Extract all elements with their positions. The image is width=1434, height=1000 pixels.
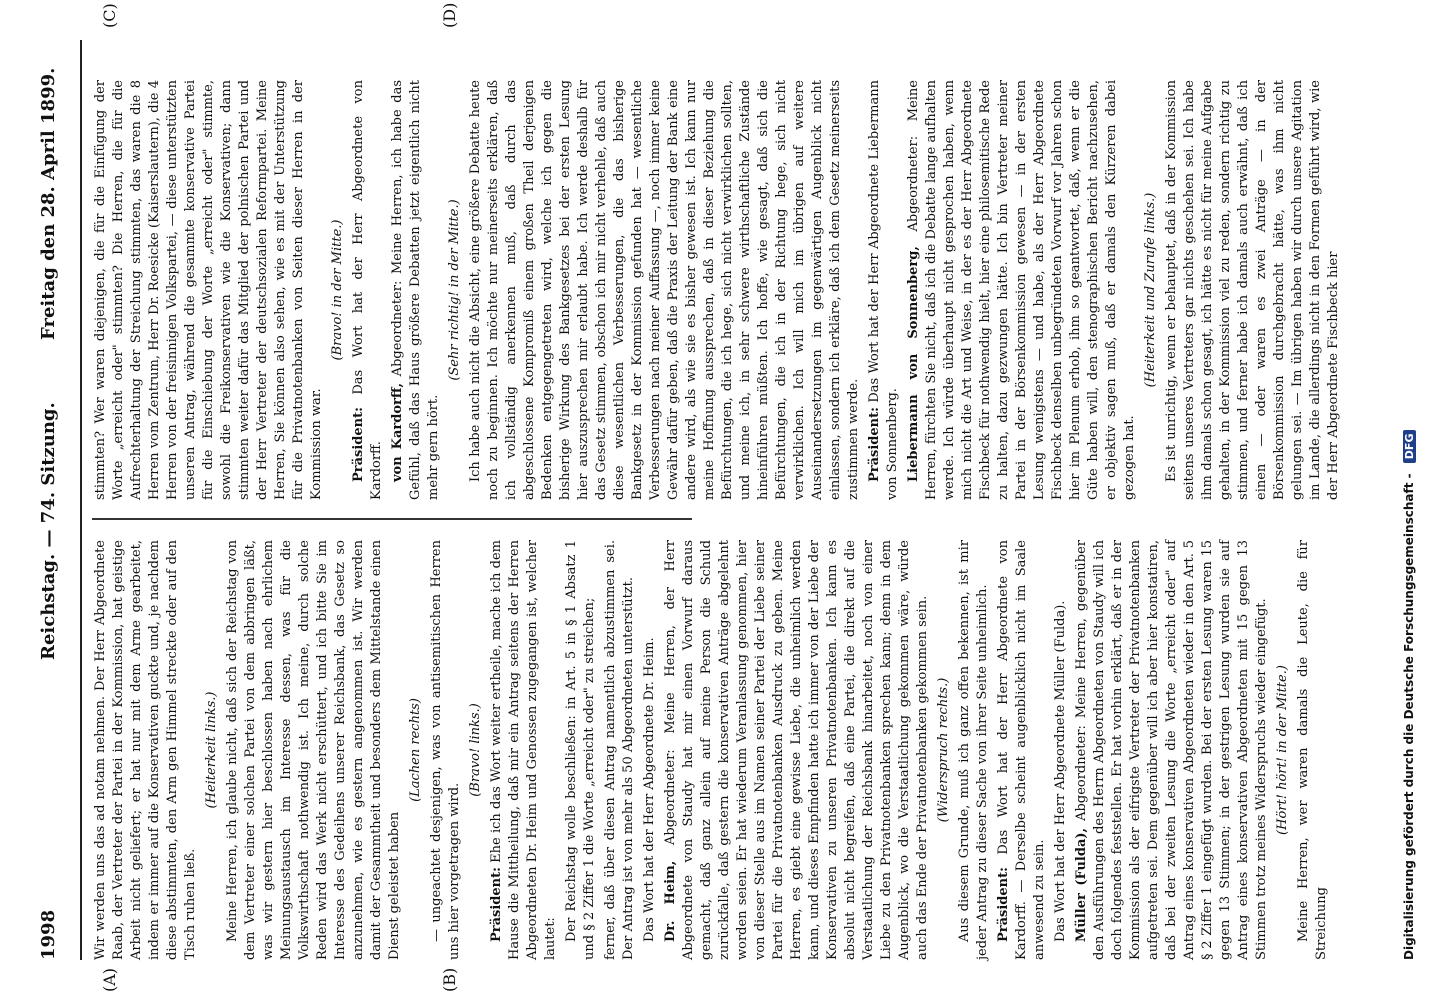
speech-text: Ehe ich das Wort weiter ertheile, mache ich dem Hause die Mittheilung, daß mir ein Antrag seitens der Herren Abgeordneten Dr. Heim und Genossen zugegangen ist, welcher lautet: — [489, 540, 558, 960]
paragraph: ferner, daß über diesen Antrag namentlich abzustimmen sei. Der Antrag ist von mehr als 50 Abgeordneten unterstützt. — [603, 540, 636, 960]
running-head-right: Freitag den 28. April 1899. — [38, 67, 59, 340]
speaker-label: von Kardorff, — [390, 382, 405, 482]
paragraph: Es ist unrichtig, wenn er behauptet, daß in der Kommission seitens unseres Vertreters gar nichts geschehen sei. Ich habe ihm damals schon gesagt, ich hätte es nicht für meine Aufgabe gehalten, in der Kommission viel zu reden, sondern richtig zu stimmen, und ferner habe ich damals auch erwähnt, daß ich einen — oder waren es zwei Anträge — in der Börsenkommission durchgebracht hätte, was ihm nicht gelungen sei. — Im übrigen haben wir durch unsere Agitation im Lande, die allerdings nicht in den Formen geführt wird, wie der Herr Abgeordnete Fischbeck hier — [1164, 80, 1341, 500]
paragraph — [350, 80, 386, 500]
interjection: (Bravo! in der Mitte.) — [330, 219, 345, 361]
speech-text: Abgeordneter: Meine Herren, gegenüber den Ausführungen des Herrn Abgeordneten von Staudy will ich doch folgendes feststellen. Er hat vorhin erklärt, daß er in der Kommission als der eifrigste Vertreter der Privatnotenbanken aufgetreten sei. Dem gegenüber will ich aber hier konstatiren, daß bei der zweiten Lesung die Worte „erreicht oder" auf Antrag eines konservativen Abgeordneten wieder in den Art. 5 § 2 Ziffer 1 eingefügt wurden. Bei der ersten Lesung waren 15 gegen 13 Stimmen; in der gestrigen Lesung wurden sie auf Antrag eines konservativen Abgeordneten mit 15 gegen 13 Stimmen trotz meines Widerspruchs wieder eingefügt. — [1074, 540, 1269, 960]
running-head-left: Reichstag. — 74. Sitzung. — [38, 402, 59, 660]
margin-letter-c: (C) — [100, 3, 119, 28]
paragraph — [389, 80, 443, 500]
speaker-label: Präsident: — [867, 407, 882, 482]
paragraph: Wir werden uns das ad notam nehmen. Der Herr Abgeordnete Raab, der Vertreter der Partei in der Kommission, hat geistige Arbeit nicht geliefert; er hat nur mit dem Arme gearbeitet, indem er immer auf die Konservativen guckte und, je nachdem diese abstimmten, den Arm gen Himmel streckte oder auf den Tisch ruhen ließ. — [93, 540, 198, 960]
left-column — [92, 540, 1329, 960]
paragraph — [866, 80, 902, 500]
page-header — [30, 40, 70, 960]
page-number: 1998 — [38, 909, 59, 960]
interjection: (Heiterkeit und Zurufe links.) — [1143, 192, 1158, 388]
paragraph — [995, 540, 1049, 960]
speaker-label: Müller (Fulda), — [1074, 827, 1089, 942]
paragraph: Das Wort hat der Herr Abgeordnete Müller (Fulda). — [1053, 600, 1068, 942]
paragraph — [488, 540, 560, 960]
credit-text: Digitalisierung gefördert durch die Deutsche Forschungsgemeinschaft - — [1402, 473, 1416, 960]
speech-text: Das Wort hat der Herr Abgeordnete von Kardorff. — [351, 80, 384, 500]
paragraph — [1073, 540, 1271, 960]
speech-text: Abgeordneter: Meine Herren, fürchten Sie nicht, daß ich die Debatte lange aufhalten werde. Ich würde überhaupt nicht gesprochen haben, wenn mich nicht die Art und Weise, in der es der Herr Abgeordnete Fischbeck für nothwendig hielt, hier eine philosemitische Rede zu halten, dazu gezwungen hätte. Ich bin Vertreter meiner Partei in der Börsenkommission gewesen — in der ersten Lesung wenigstens — und habe, als der Herr Abgeordnete Fischbeck denselben unbegründeten Vorwurf vor Jahren schon hier im Plenum erhob, ihm so geantwortet, daß, wenn er die Güte haben will, den stenographischen Bericht nachzusehen, er objektiv sagen muß, daß er damals den Kürzeren dabei gezogen hat. — [906, 80, 1137, 500]
speech-text: Das Wort hat der Herr Abgeordnete von Kardorff. — Derselbe scheint augenblicklich nicht im Saale anwesend zu sein. — [996, 540, 1047, 960]
margin-letter-a: (A) — [100, 967, 119, 992]
paragraph: Das Wort hat der Herr Abgeordnete Dr. Heim. — [642, 637, 657, 942]
speech-text: Abgeordneter: Meine Herren, der Herr Abgeordnete von Staudy hat mir einen Vorwurf daraus gemacht, daß ganz allein auf meine Person die Schuld zurückfalle, daß gestern die konservativen Anträge abgelehnt worden seien. Er hat wiederum Veranlassung genommen, hier von dieser Stelle aus im Namen seiner Partei der Liebe seiner Partei für die Privatnotenbanken Ausdruck zu geben. Meine Herren, es giebt eine gewisse Liebe, die unheimlich werden kann, und dieses Empfinden hatte ich immer von der Liebe der Konservativen zu unseren Privatnotenbanken. Ich kann es absolut nicht begreifen, daß eine Partei, die direkt auf die Verstaatlichung der Reichsbank hinarbeitet, noch von einer Liebe zu den Privatnotenbanken sprechen kann; denn in dem Augenblick, wo die Verstaatlichung gekommen wäre, würde auch das Ende der Privatnotenbanken gekommen sein. — [663, 540, 930, 960]
interjection: (Heiterkeit links.) — [204, 691, 219, 809]
paragraph: Aus diesem Grunde, muß ich ganz offen bekennen, ist mir jeder Antrag zu dieser Sache von ihrer Seite unheimlich. — [957, 540, 990, 960]
margin-letter-d: (D) — [440, 2, 459, 28]
interjection: (Sehr richtig! in der Mitte.) — [447, 199, 462, 381]
interjection: (Widerspruch rechts.) — [936, 677, 951, 823]
paragraph: Ich habe auch nicht die Absicht, eine größere Debatte heute noch zu beginnen. Ich möchte nur meinerseits erklären, daß ich vollständig anerkennen muß, daß durch das abgeschlossene Kompromiß einem großen Theil derjenigen Bedenken entgegengetreten wird, welche ich gegen die bisherige Wirkung des Bankgesetzes bei der ersten Lesung hier auszusprechen mir erlaubt habe. Ich werde deshalb für das Gesetz stimmen, obschon ich mir nicht verhehle, daß auch diese wesentlichen Verbesserungen, die das bisherige Bankgesetz in der Kommission gefunden hat — wesentliche Verbesserungen nach meiner Auffassung —, noch immer keine Gewähr dafür geben, daß die Praxis der Leitung der Bank eine andere wird, als wie sie es bisher gewesen ist. Ich kann nur meine Hoffnung aussprechen, daß in dieser Beziehung die Befürchtungen, die ich hege, sich nicht verwirklichen sollten, und meine ich, in sehr schwere wirthschaftliche Zustände hineinführen müßten. Ich hoffe, wie gesagt, daß sich die Befürchtungen, die ich in der Richtung hege, sich nicht verwirklichen. Ich will mich im übrigen auf weitere Auseinandersetzungen im gegenwärtigen Augenblick nicht einlassen, sondern ich erkläre, daß ich dem Gesetz meinerseits zustimmen werde. — [468, 80, 861, 500]
right-column — [92, 80, 1341, 500]
paragraph — [662, 540, 932, 960]
speaker-label: Präsident: — [489, 867, 504, 942]
paragraph: Meine Herren, wer waren damals die Leute, die für Streichung — [1296, 540, 1329, 960]
speech-text: Das Wort hat der Herr Abgeordnete Liebermann von Sonnenberg. — [867, 80, 900, 500]
column-divider — [92, 518, 692, 520]
header-rule — [80, 40, 82, 960]
dfg-logo: DFG — [1403, 430, 1416, 464]
speaker-label: Liebermann von Sonnenberg, — [906, 246, 921, 482]
margin-letter-b: (B) — [440, 967, 459, 992]
speaker-label: Präsident: — [351, 407, 366, 482]
interjection: (Lachen rechts) — [408, 698, 423, 802]
paragraph — [905, 80, 1139, 500]
paragraph: stimmten? Wer waren diejenigen, die für die Einfügung der Worte „erreicht oder" stimmten? Die Herren, die für die Aufrechterhaltung der Streichung stimmten, das waren die 8 Herren vom Zentrum, Herr Dr. Roesicke (Kaiserslautern), die 4 Herren von der freisinnigen Volkspartei, — diese unterstützten unseren Antrag, während die gesammte konservative Partei für die Einschiebung der Worte „erreicht oder" stimmte, sowohl die Freikonservativen wie die Konservativen; dann stimmten weiter dafür das Mitglied der polnischen Partei und der Herr Vertreter der deutschsozialen Reformpartei. Meine Herren, Sie können also sehen, wie es mit der Unterstützung für die Privatnotenbanken von Seiten dieser Herren in der Kommission war. — [93, 80, 324, 500]
digitization-credit — [1402, 40, 1422, 960]
speaker-label: Dr. Heim, — [663, 860, 678, 942]
speaker-label: Präsident: — [996, 867, 1011, 942]
interjection: (Hört! hört! in der Mitte.) — [1275, 665, 1290, 835]
paragraph: — ungeachtet desjenigen, was von antisemitischen Herren uns hier vorgetragen wird. — [429, 540, 462, 960]
speech-text: Abgeordneter: Meine Herren, ich habe das Gefühl, daß das Haus größere Debatten jetzt eigentlich nicht mehr gern hört. — [390, 80, 441, 500]
paragraph: Meine Herren, ich glaube nicht, daß sich der Reichstag von dem Vertreter einer solchen Partei von dem abbringen läßt, was wir gestern hier beschlossen haben nach ehrlichem Meinungsaustausch im Interesse dessen, was für die Volkswirthschaft nothwendig ist. Ich meine, durch solche Reden wird das Werk nicht erschüttert, und ich bitte Sie im Interesse des Gedeihens unserer Reichsbank, das Gesetz so anzunehmen, wie es gestern angenommen ist. Wir werden damit der Gesammtheit und besonders dem Mittelstande einen Dienst geleistet haben — [225, 540, 402, 960]
motion-text: Der Reichstag wolle beschließen: in Art. 5 in § 1 Absatz 1 und § 2 Ziffer 1 die Worte „erreicht oder" zu streichen; — [564, 540, 597, 960]
interjection: (Bravo! links.) — [468, 703, 483, 797]
